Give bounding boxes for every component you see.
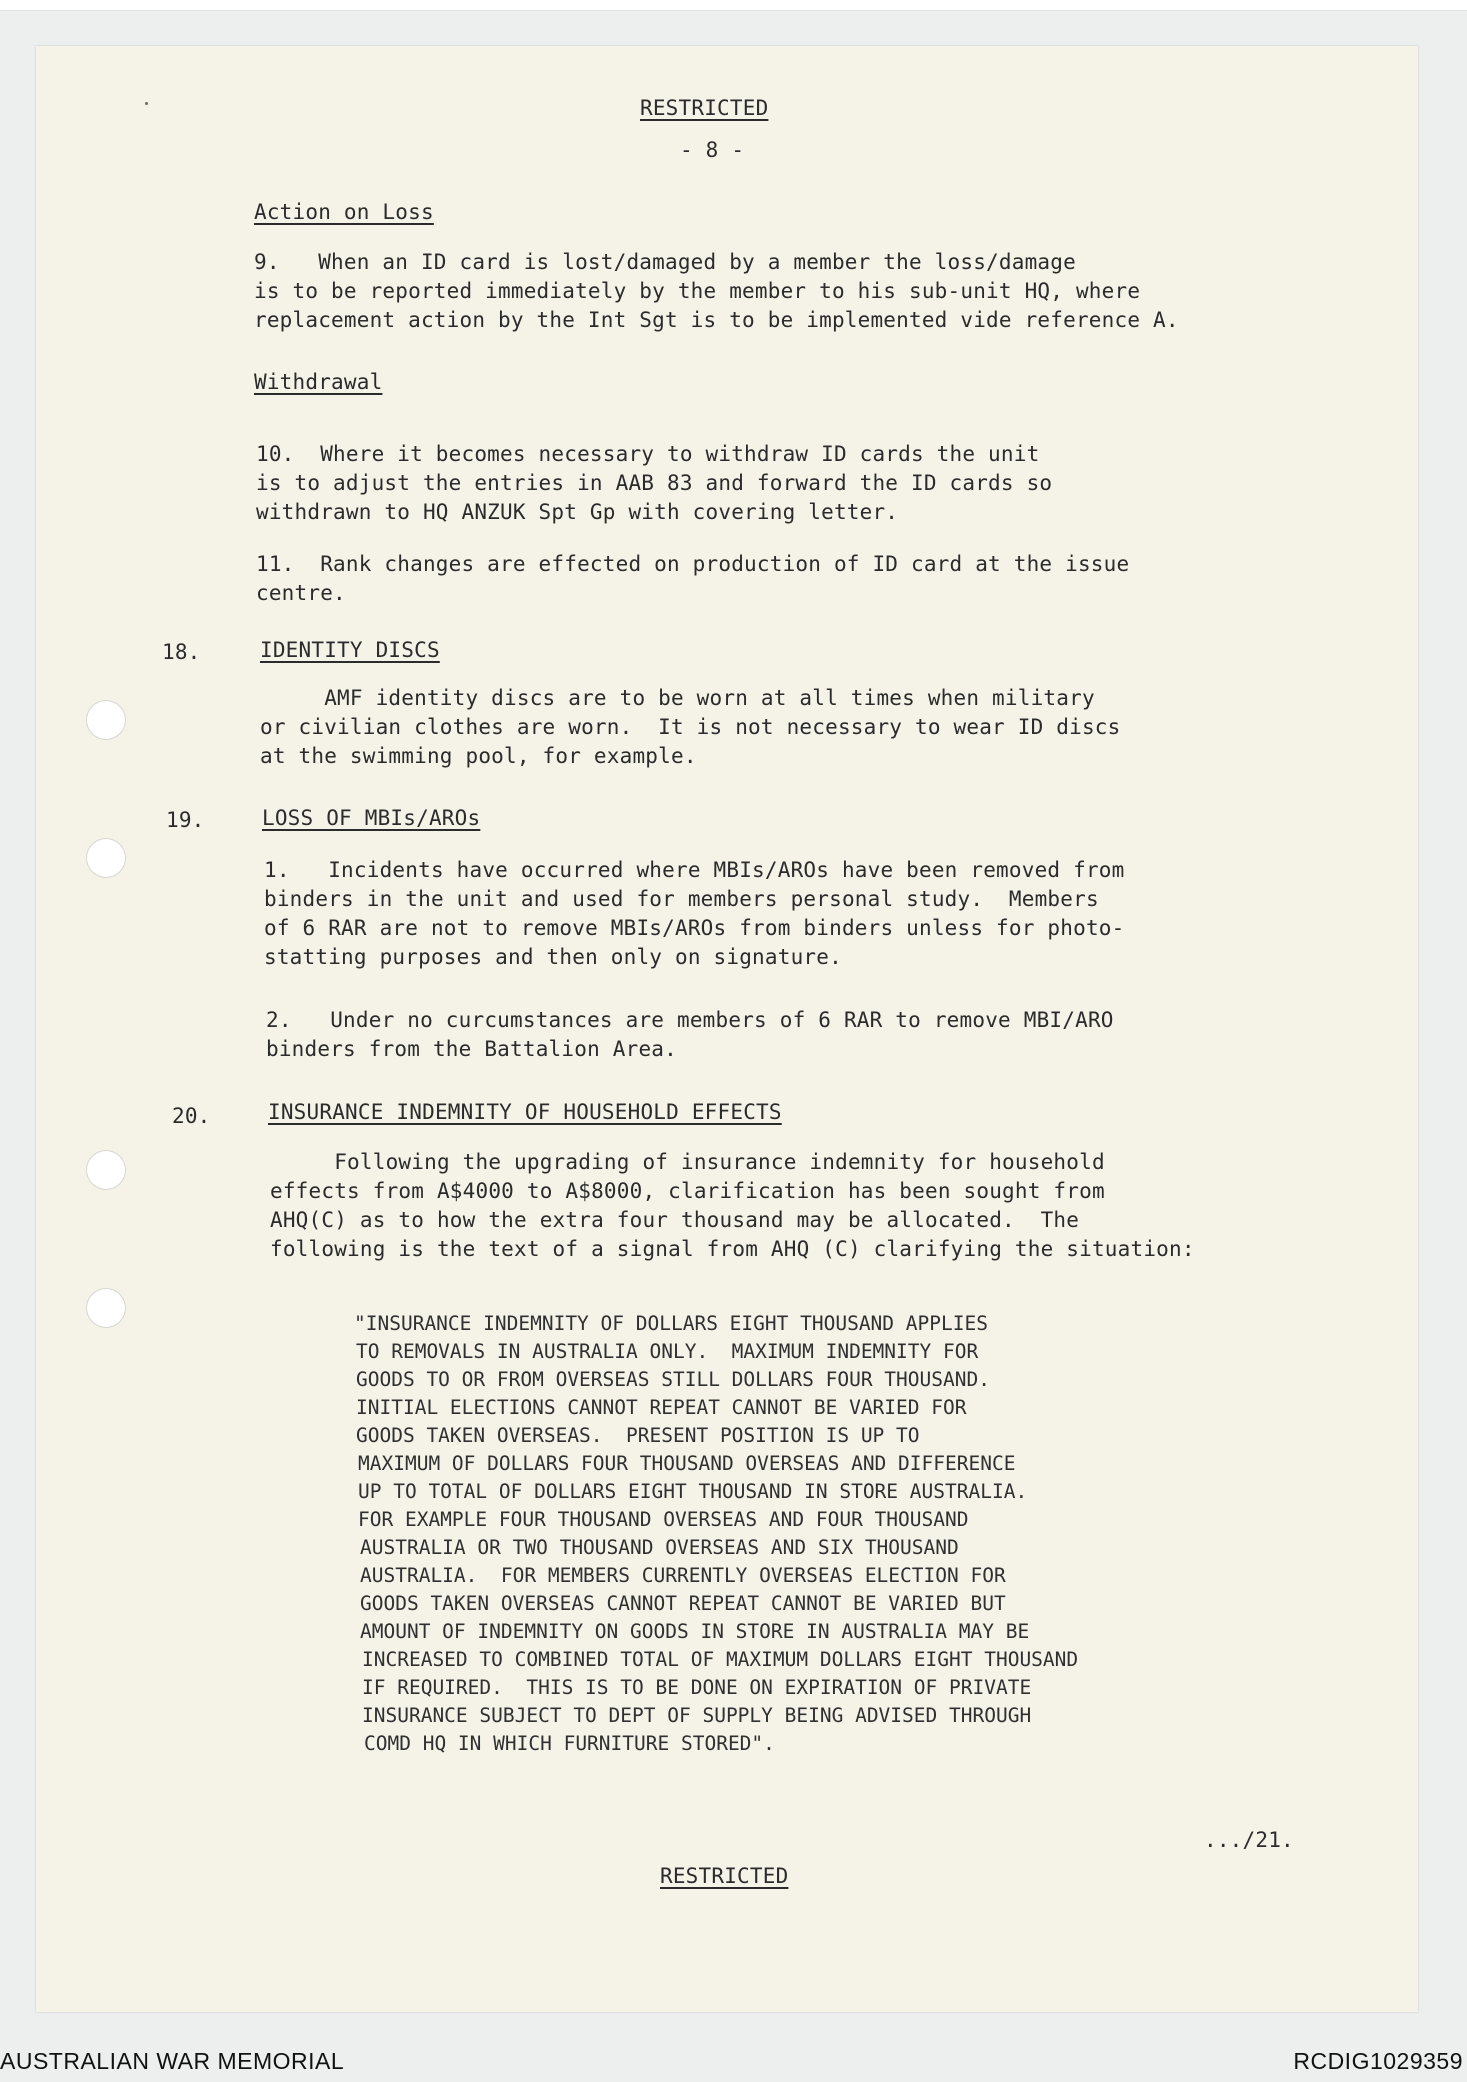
- classification-footer: RESTRICTED: [660, 1864, 789, 1888]
- signal-text-line: GOODS TAKEN OVERSEAS CANNOT REPEAT CANNOT BE VARIED BUT: [360, 1592, 1006, 1615]
- archive-caption-left: AUSTRALIAN WAR MEMORIAL: [0, 2048, 345, 2074]
- signal-text-line: MAXIMUM OF DOLLARS FOUR THOUSAND OVERSEAS AND DIFFERENCE: [358, 1452, 1016, 1475]
- punch-hole: [86, 838, 126, 878]
- signal-text-line: IF REQUIRED. THIS IS TO BE DONE ON EXPIRATION OF PRIVATE: [362, 1676, 1032, 1699]
- signal-text-line: INCREASED TO COMBINED TOTAL OF MAXIMUM DOLLARS EIGHT THOUSAND: [362, 1648, 1079, 1671]
- signal-text-line: GOODS TO OR FROM OVERSEAS STILL DOLLARS FOUR THOUSAND.: [356, 1368, 990, 1391]
- section-19-paragraph-1-line: binders in the unit and used for members personal study. Members: [264, 887, 1099, 911]
- classification-header: RESTRICTED: [640, 96, 769, 120]
- page-number: - 8 -: [680, 138, 745, 162]
- archive-caption-right: RCDIG1029359: [1293, 2048, 1463, 2074]
- paragraph-10-line: withdrawn to HQ ANZUK Spt Gp with covering letter.: [256, 500, 899, 524]
- signal-text-line: "INSURANCE INDEMNITY OF DOLLARS EIGHT THOUSAND APPLIES: [354, 1312, 988, 1335]
- paragraph-11-line: 11. Rank changes are effected on production of ID card at the issue: [256, 552, 1130, 576]
- section-20-intro-line: following is the text of a signal from AHQ (C) clarifying the situation:: [270, 1237, 1195, 1261]
- signal-text-line: UP TO TOTAL OF DOLLARS EIGHT THOUSAND IN STORE AUSTRALIA.: [358, 1480, 1028, 1503]
- paragraph-9-line: replacement action by the Int Sgt is to be implemented vide reference A.: [254, 308, 1179, 332]
- section-18-line: at the swimming pool, for example.: [260, 744, 697, 768]
- section-18-line: or civilian clothes are worn. It is not necessary to wear ID discs: [260, 715, 1121, 739]
- signal-text-line: INSURANCE SUBJECT TO DEPT OF SUPPLY BEING ADVISED THROUGH: [362, 1704, 1032, 1727]
- section-19-paragraph-1-line: of 6 RAR are not to remove MBIs/AROs from binders unless for photo-: [264, 916, 1125, 940]
- signal-text-line: FOR EXAMPLE FOUR THOUSAND OVERSEAS AND FOUR THOUSAND: [358, 1508, 969, 1531]
- paragraph-10-line: is to adjust the entries in AAB 83 and forward the ID cards so: [256, 471, 1053, 495]
- signal-text-line: AUSTRALIA. FOR MEMBERS CURRENTLY OVERSEAS ELECTION FOR: [360, 1564, 1006, 1587]
- section-18-number: 18.: [162, 640, 201, 664]
- paragraph-10-line: 10. Where it becomes necessary to withdraw ID cards the unit: [256, 442, 1040, 466]
- punch-hole: [86, 1288, 126, 1328]
- signal-text-line: TO REMOVALS IN AUSTRALIA ONLY. MAXIMUM INDEMNITY FOR: [356, 1340, 979, 1363]
- paragraph-9-line: 9. When an ID card is lost/damaged by a member the loss/damage: [254, 250, 1076, 274]
- section-19-paragraph-2-line: binders from the Battalion Area.: [266, 1037, 677, 1061]
- withdrawal-heading: Withdrawal: [254, 370, 383, 394]
- signal-text-line: GOODS TAKEN OVERSEAS. PRESENT POSITION IS UP TO: [356, 1424, 920, 1447]
- paragraph-9-line: is to be reported immediately by the member to his sub-unit HQ, where: [254, 279, 1141, 303]
- action-on-loss-heading: Action on Loss: [254, 200, 434, 224]
- signal-text-line: INITIAL ELECTIONS CANNOT REPEAT CANNOT BE VARIED FOR: [356, 1396, 967, 1419]
- section-20-intro-line: Following the upgrading of insurance indemnity for household: [270, 1150, 1105, 1174]
- top-band: [0, 0, 1467, 11]
- punch-hole: [86, 700, 126, 740]
- section-19-paragraph-2-line: 2. Under no curcumstances are members of 6 RAR to remove MBI/ARO: [266, 1008, 1114, 1032]
- section-20-intro-line: AHQ(C) as to how the extra four thousand may be allocated. The: [270, 1208, 1080, 1232]
- paragraph-11-line: centre.: [256, 581, 346, 605]
- punch-hole: [86, 1150, 126, 1190]
- signal-text-line: AMOUNT OF INDEMNITY ON GOODS IN STORE IN AUSTRALIA MAY BE: [360, 1620, 1030, 1643]
- signal-text-line: COMD HQ IN WHICH FURNITURE STORED".: [364, 1732, 775, 1755]
- section-19-paragraph-1-line: 1. Incidents have occurred where MBIs/AROs have been removed from: [264, 858, 1125, 882]
- section-18-line: AMF identity discs are to be worn at all times when military: [260, 686, 1095, 710]
- document-page: [36, 46, 1418, 2012]
- signal-text-line: AUSTRALIA OR TWO THOUSAND OVERSEAS AND SIX THOUSAND: [360, 1536, 959, 1559]
- section-20-number: 20.: [172, 1104, 211, 1128]
- section-20-heading: INSURANCE INDEMNITY OF HOUSEHOLD EFFECTS: [268, 1100, 782, 1124]
- section-18-heading: IDENTITY DISCS: [260, 638, 440, 662]
- section-19-heading: LOSS OF MBIs/AROs: [262, 806, 481, 830]
- section-19-number: 19.: [166, 808, 205, 832]
- section-19-paragraph-1-line: statting purposes and then only on signature.: [264, 945, 842, 969]
- paper-speck: [145, 102, 148, 105]
- section-20-intro-line: effects from A$4000 to A$8000, clarification has been sought from: [270, 1179, 1105, 1203]
- continuation-marker: .../21.: [1204, 1828, 1294, 1852]
